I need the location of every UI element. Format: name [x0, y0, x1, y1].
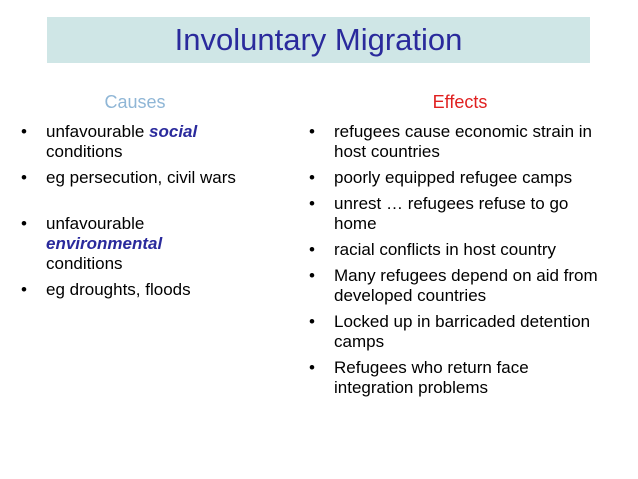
list-item: [18, 214, 278, 274]
cause-emphasis: social: [149, 122, 198, 141]
cause-text: eg droughts, floods: [46, 280, 191, 299]
title-banner: [47, 17, 590, 63]
bullet-icon: •: [309, 312, 315, 331]
bullet-icon: •: [309, 240, 315, 259]
effect-text: refugees cause economic strain in host countries: [334, 122, 592, 161]
list-item: [306, 266, 606, 306]
bullet-icon: •: [309, 168, 315, 187]
bullet-icon: •: [21, 122, 27, 141]
bullet-icon: •: [21, 214, 27, 233]
bullet-icon: •: [309, 194, 315, 213]
list-item: [306, 122, 606, 162]
list-item: [306, 168, 606, 188]
cause-text: unfavourable: [46, 122, 150, 141]
list-item: [18, 122, 278, 162]
bullet-icon: •: [309, 122, 315, 141]
effect-text: Many refugees depend on aid from developed countries: [334, 266, 598, 305]
bullet-icon: •: [21, 168, 27, 187]
effect-text: racial conflicts in host country: [334, 240, 557, 259]
page-title: Involuntary Migration: [174, 22, 463, 57]
cause-text: conditions: [46, 254, 123, 273]
cause-text: conditions: [46, 142, 123, 161]
list-item: [306, 358, 606, 398]
cause-emphasis: environmental: [46, 234, 163, 253]
effect-text: Locked up in barricaded detention camps: [334, 312, 591, 351]
cause-text: eg persecution, civil wars: [46, 168, 236, 187]
effect-text: Refugees who return face integration problems: [334, 358, 529, 397]
causes-heading: Causes: [104, 92, 166, 112]
list-item: [306, 240, 606, 260]
cause-text: unfavourable: [46, 214, 145, 233]
list-item: [306, 194, 606, 234]
list-item: [18, 280, 278, 300]
effect-text: unrest … refugees refuse to go home: [334, 194, 569, 233]
effect-text: poorly equipped refugee camps: [334, 168, 573, 187]
bullet-icon: •: [21, 280, 27, 299]
effects-heading: Effects: [432, 92, 488, 112]
bullet-icon: •: [309, 266, 315, 285]
bullet-icon: •: [309, 358, 315, 377]
effects-list: [306, 122, 606, 404]
list-item: [306, 312, 606, 352]
causes-list: [18, 122, 278, 306]
list-item: [18, 168, 278, 188]
